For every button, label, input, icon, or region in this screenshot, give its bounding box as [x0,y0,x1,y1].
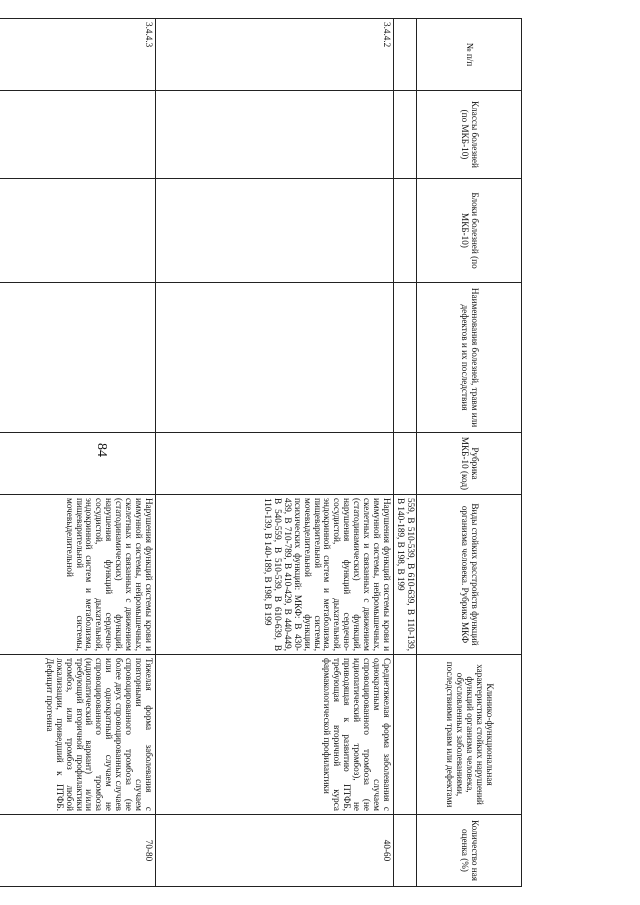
table-header-row [417,19,522,887]
header-percent: Количество ная оценка (%) [417,815,522,887]
cell-percent: 70-80 [0,815,156,887]
table-row [0,19,156,887]
page-number: 84 [94,443,109,457]
cell-empty [394,655,417,815]
cell-empty [156,179,394,283]
header-blocks: Блоки болезней (по МКБ-10) [417,179,522,283]
header-names: Наименования болезней, травм или дефектов и их последствия [417,283,522,433]
cell-characteristic: Тяжелая форма заболевания с повторными случаем спровоцированного тромбоза (не более двух спровоцированных случаев или однократный случаем не спровоцированного тромбоза (идиопатический вариант) и/или требующий вторичной профилактики тромбоз, или тромбоз любой локализации, приведший к ПТФБ. Дефицит протеина [0,655,156,815]
cell-empty [394,433,417,495]
cell-empty [394,179,417,283]
cell-empty [394,19,417,91]
cell-empty [156,283,394,433]
cell-empty [156,91,394,179]
cell-types: Нарушения функций системы крови и иммунной системы, нейромышечных, скелетных и связанных с движением (статодинамических) функций, нарушения функций сердечно-сосудистой, дыхательной, эндокринной систем и метаболизма, пищеварительной системы, мочевыделительной [0,495,156,655]
cell-empty [394,91,417,179]
cell-num: 3.4.4.2 [156,19,394,91]
cell-empty [394,283,417,433]
header-num: № п/п [417,19,522,91]
cell-empty [394,815,417,887]
cell-num: 3.4.4.3 [0,19,156,91]
disability-criteria-table [0,18,522,887]
header-classes: Классы болезней (по МКБ-10) [417,91,522,179]
header-characteristic: Клинико-функциональная характеристика стойких нарушений функций организма человека, обусловленных заболеваниями, последствиями травм или дефектами [417,655,522,815]
table-row-continuation [394,19,417,887]
cell-empty [0,433,156,495]
cell-characteristic: Среднетяжелая форма заболевания с однократным случаем спровоцированного тромбоза (не идиопатический тромбоз), не приводящая к развитию ПТФБ, требующая вторичной курса фармакологической профилактики [156,655,394,815]
cell-empty [0,283,156,433]
cell-types: Нарушения функций системы крови и иммунной системы, нейромышечных, скелетных и связанных с движением (статодинамических) функций, нарушения функций сердечно-сосудистой, дыхательной, эндокринной систем и метаболизма, пищеварительной системы, мочевыделительной функции, психических функций: МКФ: В 430-439, В 710-789, В 410-429, В 440-449, В 540-559, В 510-539, В 610-639, В 110-139, В 140-189, В 198, В 199 [156,495,394,655]
cell-empty [156,433,394,495]
cell-empty [0,179,156,283]
cell-empty [0,91,156,179]
cell-percent: 40-60 [156,815,394,887]
header-types: Виды стойких расстройств функций организма человека. Рубрика МКФ [417,495,522,655]
cell-types-continuation: 559, В 510-539, В 610-639, В 110-139, В 140-189, В 198, В 199 [394,495,417,655]
table-row [156,19,394,887]
header-rubric: Рубрика МКБ-10 (код) [417,433,522,495]
